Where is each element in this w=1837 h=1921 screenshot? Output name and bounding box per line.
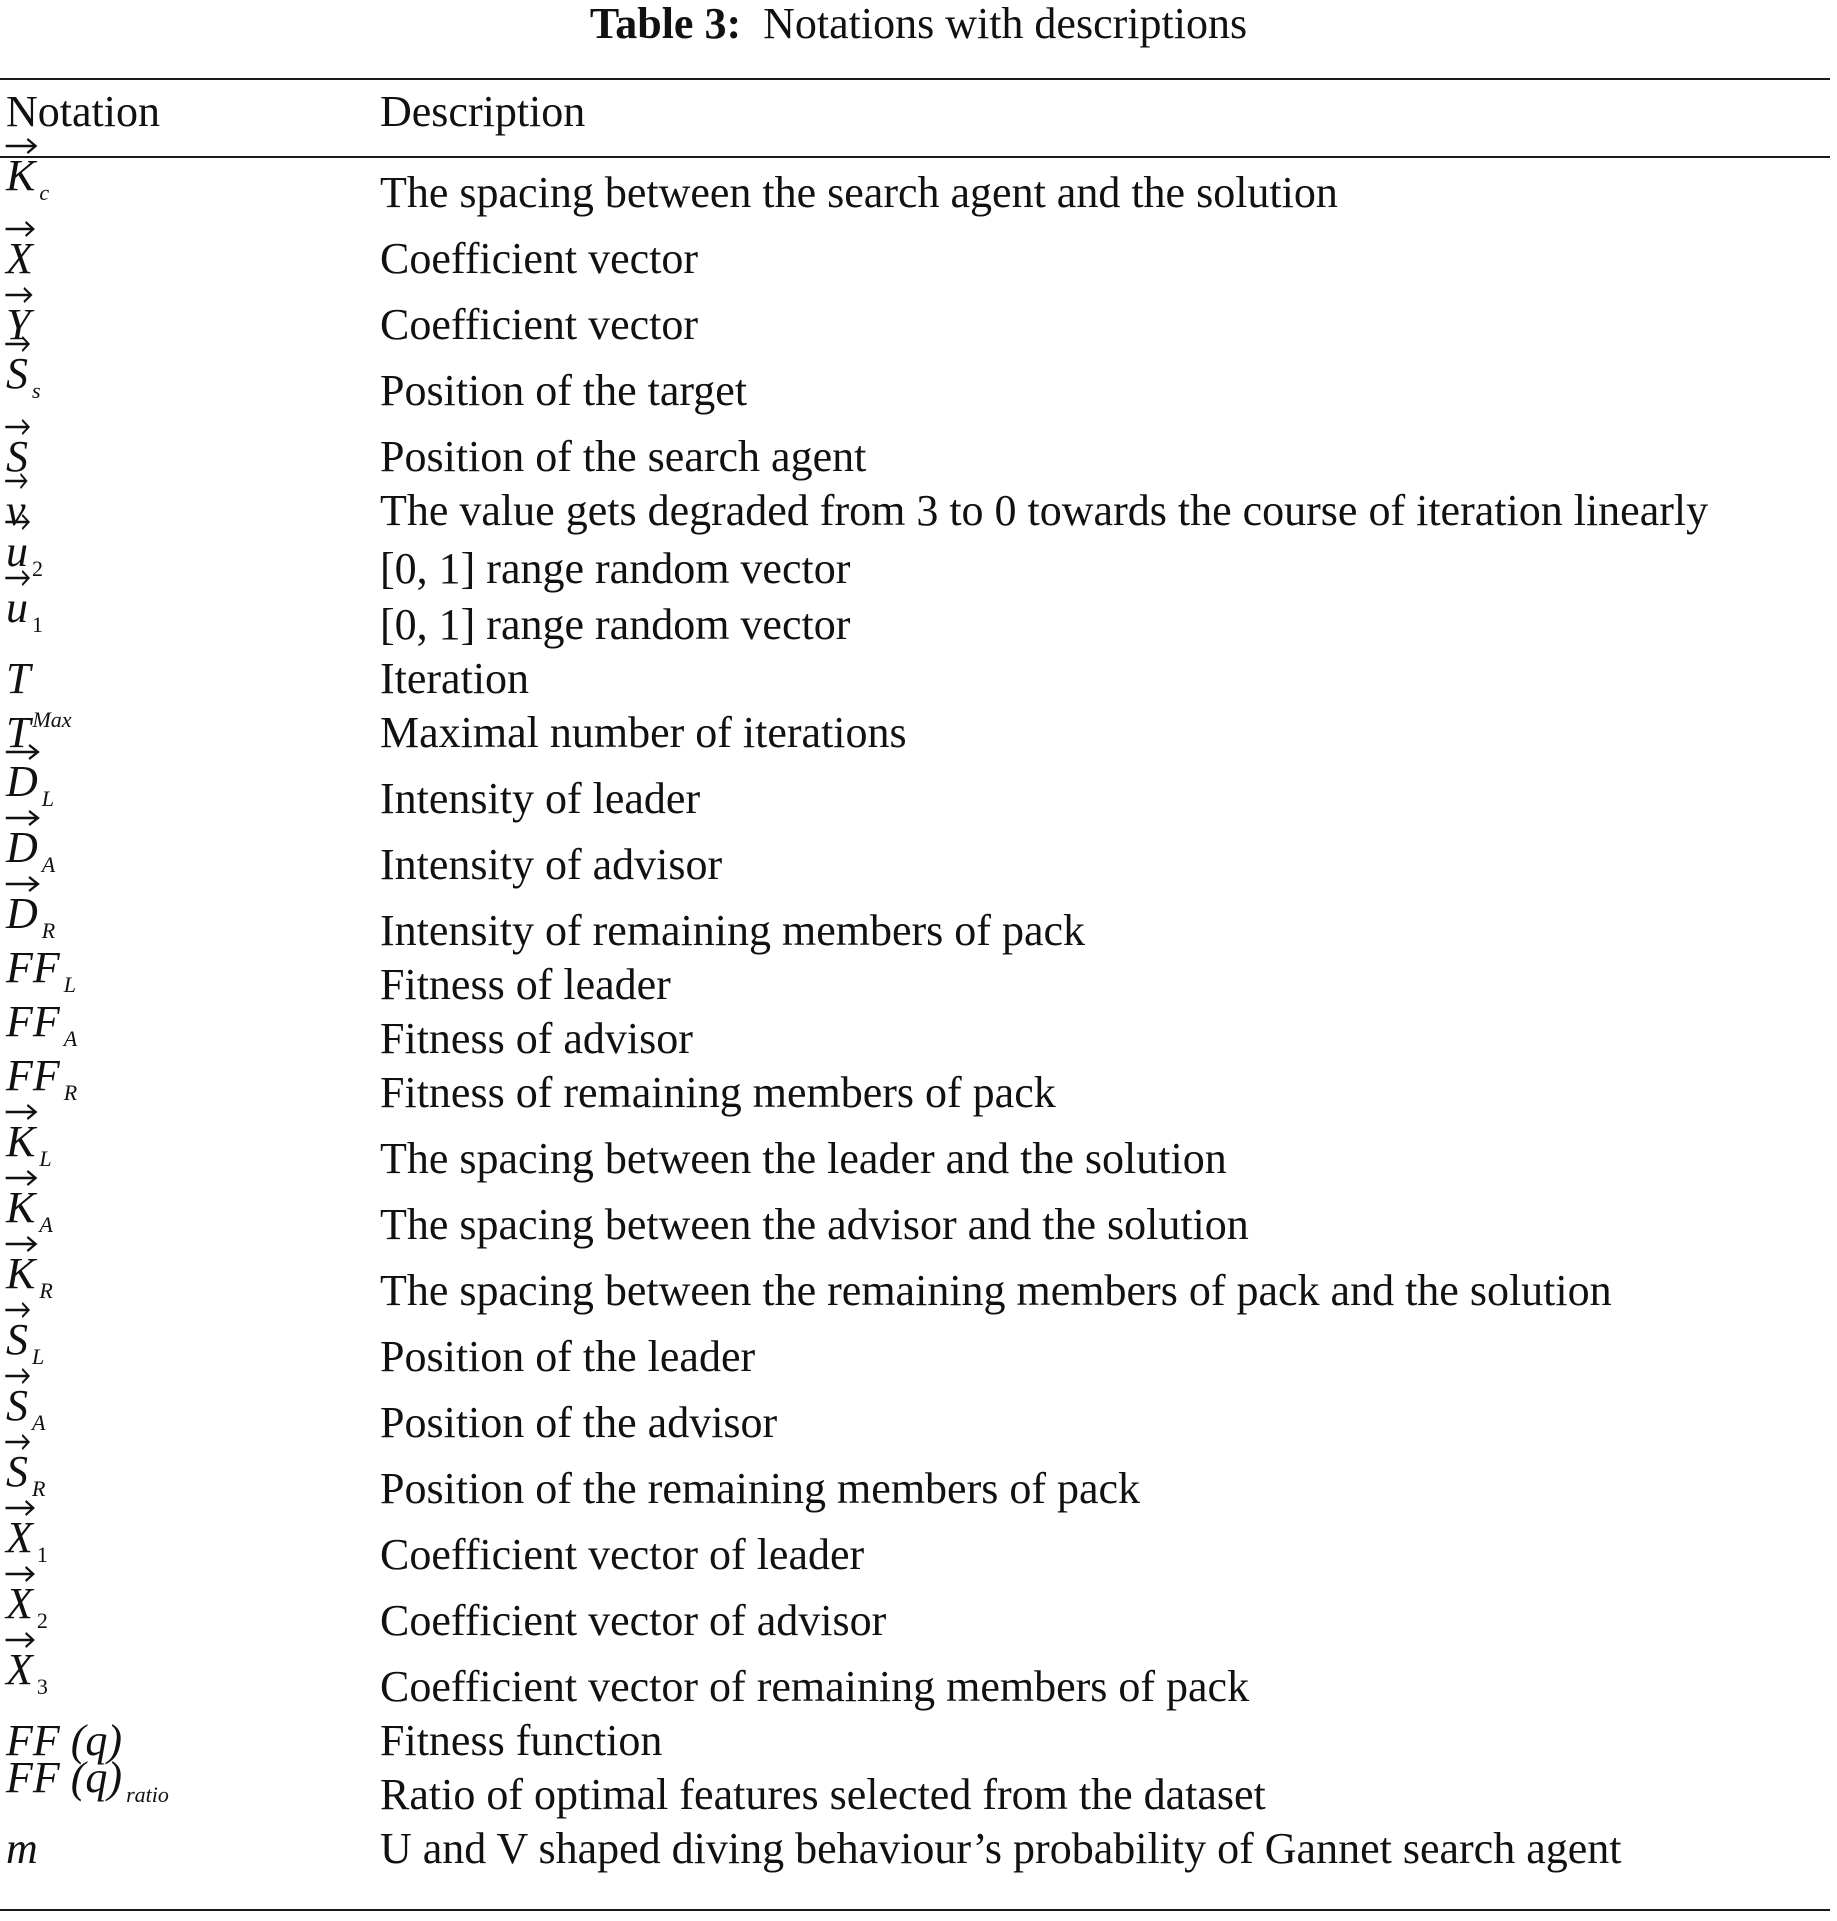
description-cell: Fitness of leader (380, 960, 671, 1009)
notation-cell (6, 1645, 48, 1712)
header-notation: Notation (6, 87, 160, 136)
table-row (0, 224, 1837, 290)
description-cell: Coefficient vector (380, 300, 699, 349)
table-row (0, 1183, 1837, 1256)
vector-symbol (6, 1645, 33, 1695)
subscript: L (39, 1146, 52, 1171)
symbol-text: FF (6, 1051, 60, 1100)
notation-cell (6, 583, 43, 650)
vector-arrow-icon (4, 1103, 37, 1117)
symbol (6, 1753, 122, 1803)
description-cell: Intensity of advisor (380, 840, 723, 889)
subscript: R (32, 1476, 46, 1501)
table-row (0, 583, 1837, 656)
vector-arrow-icon (4, 418, 30, 432)
table-row (0, 889, 1837, 962)
subscript: 1 (32, 612, 43, 637)
subscript: L (32, 1344, 45, 1369)
symbol (6, 1051, 60, 1101)
vector-arrow-icon (4, 472, 28, 486)
symbol-text: m (6, 1824, 38, 1873)
symbol-text: X (6, 234, 33, 283)
symbol-text: S (6, 432, 28, 481)
vector-arrow-icon (4, 809, 40, 823)
table-row (0, 151, 1837, 224)
caption-text: Notations with descriptions (763, 0, 1248, 48)
description-cell: Position of the remaining members of pack (380, 1464, 1141, 1513)
description-cell: The spacing between the advisor and the solution (380, 1200, 1249, 1249)
vector-symbol (6, 1381, 28, 1431)
vector-arrow-icon (4, 137, 37, 151)
subscript: 3 (36, 1674, 48, 1699)
symbol-text: K (6, 151, 36, 200)
table-body (0, 151, 1837, 1880)
description-cell: Position of the leader (380, 1332, 756, 1381)
description-cell: [0, 1] range random vector (380, 544, 851, 593)
symbol-text: K (6, 1183, 36, 1232)
vector-symbol (6, 583, 28, 633)
table-row (0, 1753, 1837, 1826)
top-rule (0, 78, 1830, 80)
description-cell: [0, 1] range random vector (380, 600, 851, 649)
vector-arrow-icon (4, 335, 30, 349)
vector-arrow-icon (4, 220, 35, 234)
vector-symbol (6, 234, 33, 284)
symbol-text: D (6, 757, 38, 806)
table-row (0, 1051, 1837, 1124)
subscript: ratio (126, 1782, 169, 1807)
bottom-rule (0, 1909, 1830, 1911)
symbol-text: S (6, 1447, 28, 1496)
symbol-text: K (6, 1249, 36, 1298)
vector-arrow-icon (4, 286, 32, 300)
table-row (0, 349, 1837, 422)
vector-arrow-icon (4, 875, 40, 889)
vector-arrow-icon (4, 1367, 30, 1381)
symbol-text: T (6, 708, 31, 757)
vector-symbol (6, 1183, 35, 1233)
subscript: L (63, 972, 77, 997)
table-row (0, 1447, 1837, 1520)
table-row (0, 290, 1837, 356)
notation-cell (6, 349, 41, 416)
caption-label: Table 3: (589, 0, 742, 48)
description-cell: The spacing between the remaining members of pack and the solution (380, 1266, 1612, 1315)
table-row (0, 1513, 1837, 1586)
subscript: L (41, 786, 55, 811)
symbol (6, 943, 60, 993)
symbol-text: FF (q) (6, 1753, 123, 1802)
table-row (0, 1117, 1837, 1190)
symbol-text: v (6, 486, 26, 535)
table-row (0, 656, 1837, 710)
subscript: 2 (36, 1608, 48, 1633)
vector-arrow-icon (4, 1499, 35, 1513)
description-cell: Coefficient vector (380, 234, 699, 283)
symbol-text: u (6, 527, 28, 576)
symbol-text: X (6, 1513, 33, 1562)
subscript: c (39, 180, 50, 205)
table-row (0, 757, 1837, 830)
vector-symbol (6, 349, 28, 399)
vector-arrow-icon (4, 1433, 30, 1447)
vector-arrow-icon (4, 569, 30, 583)
description-cell: Fitness function (380, 1716, 663, 1765)
table-row (0, 707, 1837, 764)
description-cell: Intensity of remaining members of pack (380, 906, 1086, 955)
table-row (0, 1645, 1837, 1718)
table-row (0, 1718, 1837, 1772)
vector-arrow-icon (4, 1631, 35, 1645)
table-row (0, 422, 1837, 488)
table-row (0, 527, 1837, 600)
description-cell: Coefficient vector of remaining members of pack (380, 1662, 1250, 1711)
notation-cell (6, 234, 33, 284)
vector-arrow-icon (4, 1565, 35, 1579)
symbol-text: T (6, 654, 31, 703)
subscript: A (63, 1026, 78, 1051)
vector-symbol (6, 1447, 28, 1497)
table-row (0, 1826, 1837, 1880)
subscript: R (63, 1080, 78, 1105)
vector-symbol (6, 889, 38, 939)
superscript: Max (32, 707, 72, 732)
vector-arrow-icon (4, 1235, 37, 1249)
vector-symbol (6, 1579, 33, 1629)
description-cell: U and V shaped diving behaviour’s probability of Gannet search agent (380, 1824, 1622, 1873)
subscript: R (39, 1278, 53, 1303)
symbol-text: X (6, 1579, 33, 1628)
symbol-text: FF (6, 997, 60, 1046)
description-cell: Position of the advisor (380, 1398, 778, 1447)
description-cell: Fitness of remaining members of pack (380, 1068, 1056, 1117)
description-cell: The spacing between the leader and the solution (380, 1134, 1227, 1183)
vector-symbol (6, 757, 38, 807)
symbol-text: S (6, 349, 28, 398)
description-cell: Ratio of optimal features selected from the dataset (380, 1770, 1266, 1819)
table-row (0, 1579, 1837, 1652)
symbol-text: X (6, 1645, 33, 1694)
description-cell: Intensity of leader (380, 774, 701, 823)
subscript: A (32, 1410, 46, 1435)
subscript: R (41, 918, 56, 943)
subscript: A (41, 852, 56, 877)
table-row (0, 997, 1837, 1070)
subscript: A (39, 1212, 53, 1237)
symbol-text: K (6, 1117, 36, 1166)
table-caption (0, 0, 1837, 48)
symbol-text: D (6, 823, 38, 872)
vector-symbol (6, 1315, 28, 1365)
table-row (0, 1381, 1837, 1454)
notation-cell (6, 1824, 38, 1874)
table-row (0, 943, 1837, 1016)
table-row (0, 1315, 1837, 1388)
vector-symbol (6, 823, 38, 873)
description-cell: Maximal number of iterations (380, 708, 907, 757)
symbol-text: Y (6, 300, 31, 349)
description-cell: The value gets degraded from 3 to 0 towards the course of iteration linearly (380, 486, 1709, 535)
description-cell: Coefficient vector of leader (380, 1530, 865, 1579)
description-cell: Iteration (380, 654, 530, 703)
symbol-text: D (6, 889, 38, 938)
description-cell: Fitness of advisor (380, 1014, 693, 1063)
symbol (6, 997, 60, 1047)
subscript: s (32, 378, 41, 403)
symbol (6, 1824, 38, 1874)
symbol-text: S (6, 1381, 28, 1430)
description-cell: Coefficient vector of advisor (380, 1596, 887, 1645)
subscript: 2 (32, 556, 43, 581)
symbol-text: S (6, 1315, 28, 1364)
vector-arrow-icon (4, 1301, 30, 1315)
notation-cell (6, 151, 49, 218)
table-row (0, 488, 1837, 542)
table-row (0, 1249, 1837, 1322)
notation-cell (6, 1753, 169, 1820)
vector-arrow-icon (4, 513, 30, 527)
description-cell: Position of the target (380, 366, 748, 415)
symbol-text: FF (q) (6, 1716, 123, 1765)
header-description: Description (380, 87, 586, 136)
vector-symbol (6, 1117, 35, 1167)
description-cell: Position of the search agent (380, 432, 867, 481)
symbol-text: u (6, 583, 28, 632)
vector-symbol (6, 1513, 33, 1563)
table-row (0, 823, 1837, 896)
subscript: 1 (36, 1542, 48, 1567)
vector-arrow-icon (4, 743, 40, 757)
description-cell: The spacing between the search agent and the solution (380, 168, 1338, 217)
vector-arrow-icon (4, 1169, 37, 1183)
symbol-text: FF (6, 943, 60, 992)
vector-symbol (6, 1249, 35, 1299)
vector-symbol (6, 151, 35, 201)
